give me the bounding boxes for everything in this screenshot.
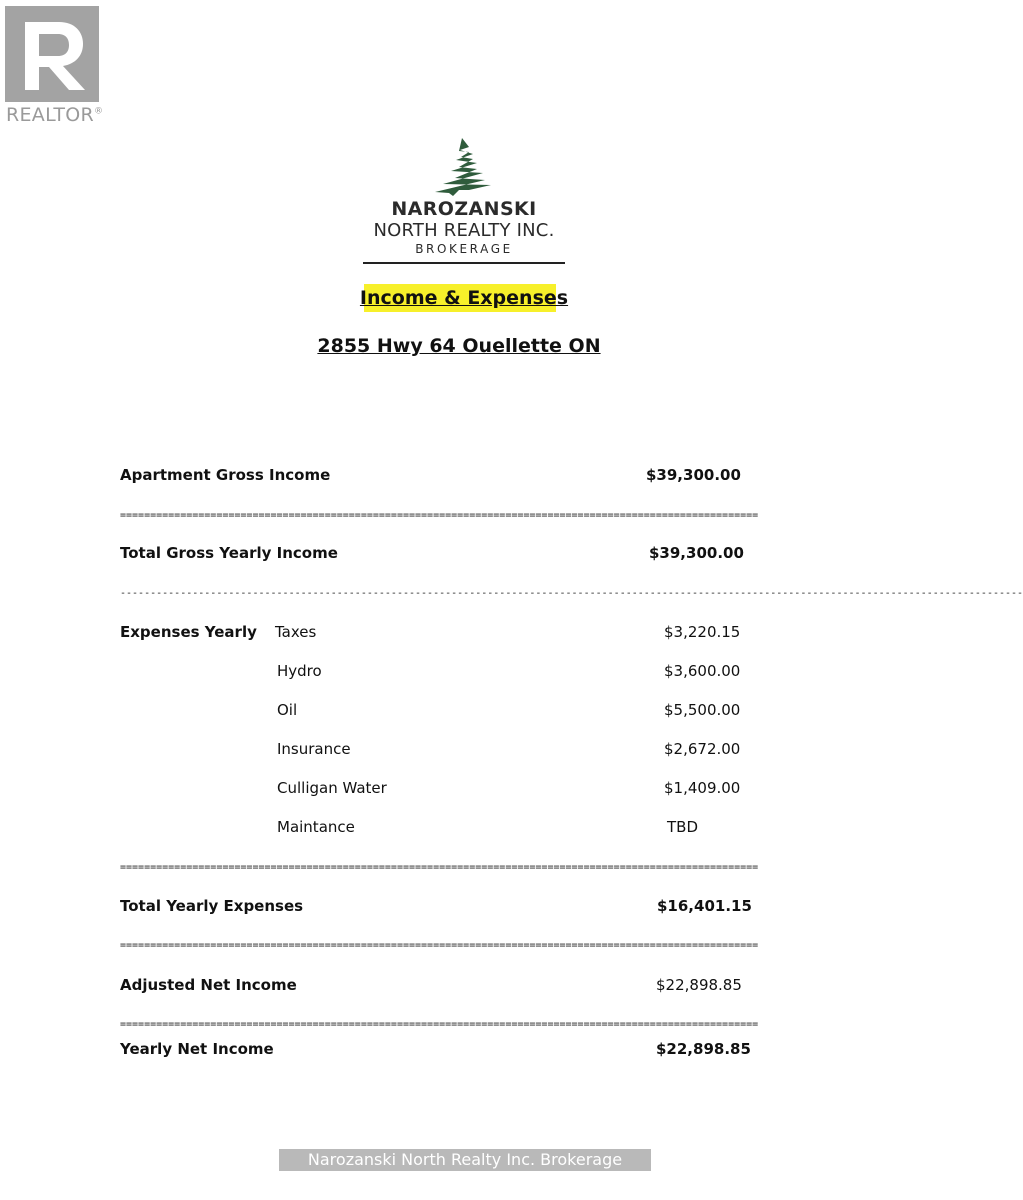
- adjusted-net-value: $22,898.85: [656, 976, 742, 994]
- expenses-label: Expenses Yearly: [120, 623, 257, 641]
- realtor-wordmark: REALTOR®: [6, 104, 104, 126]
- footer-watermark: Narozanski North Realty Inc. Brokerage: [279, 1149, 651, 1171]
- page-title: Income & Expenses: [359, 287, 569, 309]
- dashed-separator: ------------------------------------------------------------------------------------------------------------------------------------------------------: [120, 588, 1023, 599]
- expense-name: Hydro: [277, 662, 322, 680]
- brand-brokerage: BROKERAGE: [415, 242, 513, 256]
- expense-name: Maintance: [277, 818, 355, 836]
- expense-name: Taxes: [275, 623, 317, 641]
- yearly-net-value: $22,898.85: [656, 1040, 751, 1058]
- total-gross-value: $39,300.00: [649, 544, 744, 562]
- realtor-logo: [5, 6, 109, 126]
- yearly-net-label: Yearly Net Income: [120, 1040, 274, 1058]
- expense-value: $2,672.00: [664, 740, 741, 758]
- expense-name: Oil: [277, 701, 298, 719]
- expense-name: Culligan Water: [277, 779, 387, 797]
- total-expenses-value: $16,401.15: [657, 897, 752, 915]
- expense-name: Insurance: [277, 740, 351, 758]
- double-separator: ==========================================================================================================: [120, 862, 759, 873]
- expense-value: $5,500.00: [664, 701, 741, 719]
- brand-underline: [363, 262, 565, 264]
- realtor-r-mark-icon: [5, 6, 99, 102]
- total-expenses-label: Total Yearly Expenses: [120, 897, 304, 915]
- double-separator: ==========================================================================================================: [120, 940, 759, 951]
- brokerage-logo: [0, 138, 928, 264]
- pine-tree-icon: [429, 138, 499, 196]
- double-separator: ==========================================================================================================: [120, 510, 759, 521]
- expense-value: $3,600.00: [664, 662, 741, 680]
- brand-subname: NORTH REALTY INC.: [373, 220, 555, 241]
- gross-income-label: Apartment Gross Income: [120, 466, 331, 484]
- brand-name: NAROZANSKI: [391, 198, 537, 220]
- property-address: 2855 Hwy 64 Ouellette ON: [317, 335, 601, 357]
- double-separator: ==========================================================================================================: [120, 1019, 759, 1030]
- expense-value: $3,220.15: [664, 623, 741, 641]
- expense-value: $1,409.00: [664, 779, 741, 797]
- gross-income-value: $39,300.00: [646, 466, 741, 484]
- total-gross-label: Total Gross Yearly Income: [120, 544, 338, 562]
- expense-value: TBD: [667, 818, 699, 836]
- adjusted-net-label: Adjusted Net Income: [120, 976, 297, 994]
